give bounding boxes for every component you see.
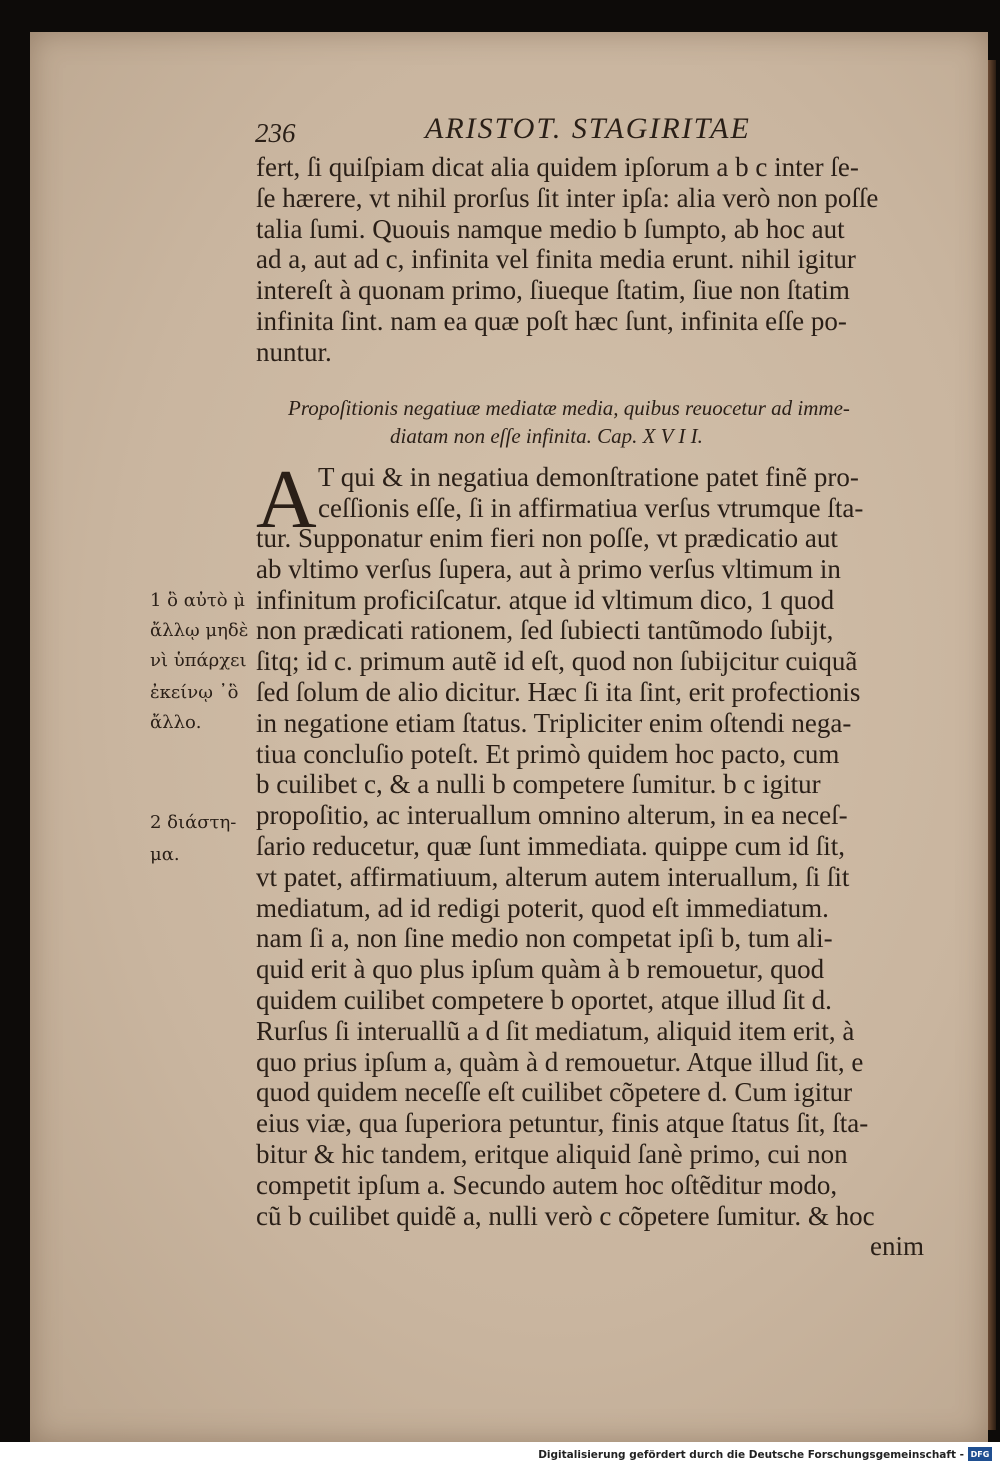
margin-note-line: νὶ ὑπάρχει	[150, 650, 247, 671]
book-edge	[988, 60, 996, 1430]
text-line: infinita ſint. nam ea quæ poſt hæc ſunt, infinita eſſe po-	[256, 306, 847, 336]
text-line: quidem cuilibet competere b oportet, atque illud ſit d.	[256, 985, 832, 1015]
text-line: eius viæ, qua ſuperiora petuntur, finis atque ſtatus ſit, ſta-	[256, 1108, 869, 1139]
text-line: nuntur.	[256, 336, 332, 367]
text-line: talia ſumi. Quouis namque medio b ſumpto, ab hoc aut	[256, 213, 845, 244]
text-line: ſe hærere, vt nihil prorſus ſit inter ipſa: alia verò non poſſe	[256, 182, 879, 213]
text-line: ceſſionis eſſe, ſi in affirmatiua verſus vtrumque ſta-	[318, 492, 864, 523]
chapter-heading-line-1: Propoſitionis negatiuæ mediatæ media, quibus reuocetur ad imme-	[288, 396, 850, 420]
text-line: b cuilibet c, & a nulli b competere ſumitur. b c igitur	[256, 769, 821, 800]
text-line: quid erit à quo plus ipſum quàm à b remouetur, quod	[256, 954, 825, 985]
margin-note-line: 2 διάστη-	[150, 812, 237, 833]
text-line: vt patet, affirmatiuum, alterum autem interuallum, ſi ſit	[256, 861, 850, 892]
text-line: ſitq; id c. primum autẽ id eſt, quod non ſubijcitur cuiquã	[256, 646, 858, 677]
text-line: intereſt à quonam primo, ſiueque ſtatim, ſiue non ſtatim	[256, 275, 850, 306]
text-line: T qui & in negatiua demonſtratione patet finẽ pro-	[318, 462, 859, 492]
text-line: nam ſi a, non ſine medio non competat ipſi b, tum ali-	[256, 923, 833, 954]
text-line: ſed ſolum de alio dicitur. Hæc ſi ita ſint, erit profectionis	[256, 677, 861, 707]
chapter-heading-line-2: diatam non eſſe infinita. Cap. X V I I.	[390, 424, 703, 448]
text-line: bitur & hic tandem, eritque aliquid ſanè primo, cui non	[256, 1139, 848, 1169]
text-line: tiua concluſio poteſt. Et primò quidem hoc pacto, cum	[256, 738, 840, 769]
text-line: in negatione etiam ſtatus. Tripliciter enim oſtendi nega-	[256, 707, 852, 738]
catchword: enim	[870, 1231, 924, 1261]
text-line: competit ipſum a. Secundo autem hoc oſtẽditur modo,	[256, 1169, 838, 1200]
text-line: tur. Supponatur enim fieri non poſſe, vt prædicatio aut	[256, 523, 838, 553]
text-line: ſario reducetur, quæ ſunt immediata. quippe cum id ſit,	[256, 831, 846, 861]
margin-note-line: μα.	[150, 844, 180, 865]
page-number: 236	[255, 118, 296, 148]
text-line: fert, ſi quiſpiam dicat alia quidem ipſorum a b c inter ſe-	[256, 152, 859, 182]
text-line: non prædicati rationem, ſed ſubiecti tantũmodo ſubijt,	[256, 615, 834, 646]
margin-note-line: 1 ὃ αὐτὸ μ̀	[150, 590, 246, 611]
text-line: ad a, aut ad c, infinita vel finita media erunt. nihil igitur	[256, 244, 856, 275]
text-line: Rurſus ſi interuallũ a d ſit mediatum, aliquid item erit, à	[256, 1015, 855, 1046]
text-line: propoſitio, ac interuallum omnino alterum, in ea neceſ-	[256, 800, 848, 831]
text-line: quo prius ipſum a, quàm à d remouetur. Atque illud ſit, e	[256, 1046, 864, 1077]
footer-credit: Digitalisierung gefördert durch die Deutsche Forschungsgemeinschaft -	[538, 1449, 964, 1461]
margin-note-line: ἐκείνῳ ᾿ὃ	[150, 682, 239, 703]
text-line: cũ b cuilibet quidẽ a, nulli verò c cõpetere ſumitur. & hoc	[256, 1200, 875, 1231]
margin-note-line: ἄλλο.	[150, 712, 202, 733]
drop-cap: A	[256, 453, 317, 546]
margin-note-line: ἄλλῳ μηδὲ	[150, 620, 249, 641]
text-line: mediatum, ad id redigi poterit, quod eſt immediatum.	[256, 892, 829, 923]
dfg-logo: DFG	[968, 1447, 992, 1461]
text-line: ab vltimo verſus ſupera, aut à primo verſus vltimum in	[256, 553, 841, 584]
running-head: ARISTOT. STAGIRITAE	[425, 112, 751, 145]
text-line: infinitum proficiſcatur. atque id vltimum dico, 1 quod	[256, 584, 835, 615]
text-line: quod quidem neceſſe eſt cuilibet cõpetere d. Cum igitur	[256, 1077, 853, 1108]
